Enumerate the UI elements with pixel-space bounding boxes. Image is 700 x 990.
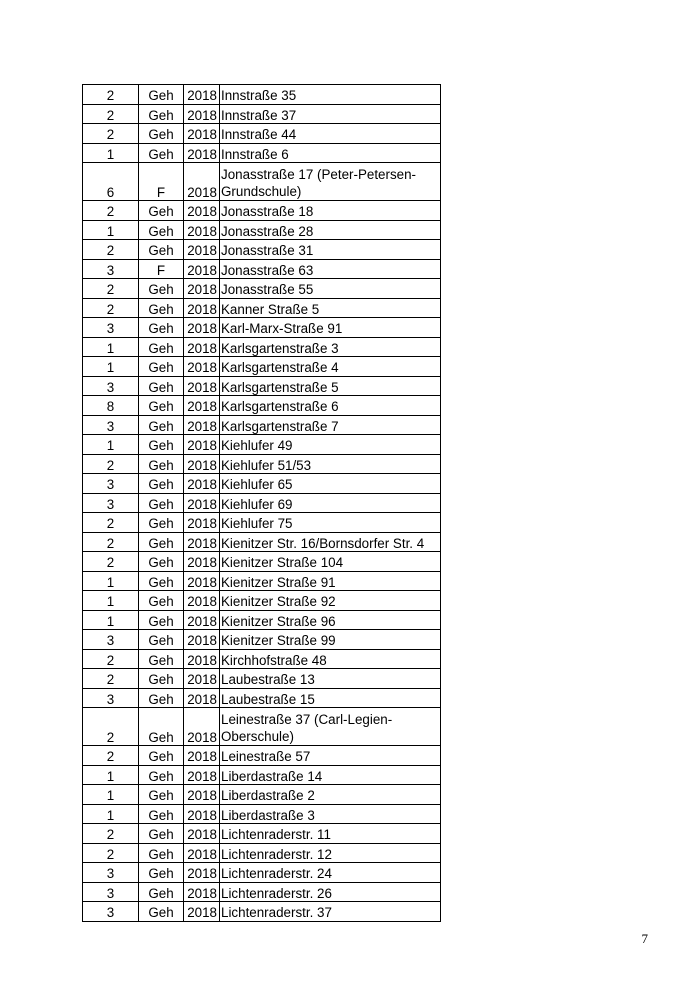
cell-type: Geh [139,396,184,416]
cell-year: 2018 [184,610,220,630]
cell-count: 1 [83,435,139,455]
cell-address: Innstraße 35 [220,85,441,105]
table-row [83,746,441,766]
cell-year: 2018 [184,454,220,474]
table-row [83,765,441,785]
cell-address: Lichtenraderstr. 11 [220,824,441,844]
cell-count: 2 [83,824,139,844]
cell-year: 2018 [184,240,220,260]
cell-count: 3 [83,630,139,650]
table-row [83,124,441,144]
cell-count: 3 [83,493,139,513]
cell-type: Geh [139,513,184,533]
cell-type: Geh [139,688,184,708]
cell-year: 2018 [184,493,220,513]
cell-type: Geh [139,298,184,318]
cell-type: Geh [139,824,184,844]
cell-type: Geh [139,882,184,902]
cell-count: 6 [83,163,139,201]
cell-count: 2 [83,298,139,318]
cell-count: 8 [83,396,139,416]
cell-type: Geh [139,552,184,572]
table-row [83,435,441,455]
cell-count: 2 [83,454,139,474]
cell-count: 1 [83,357,139,377]
cell-type: Geh [139,493,184,513]
cell-year: 2018 [184,882,220,902]
cell-address: Karlsgartenstraße 6 [220,396,441,416]
cell-year: 2018 [184,396,220,416]
cell-count: 3 [83,376,139,396]
table-row [83,669,441,689]
cell-type: Geh [139,279,184,299]
cell-year: 2018 [184,765,220,785]
cell-count: 1 [83,804,139,824]
cell-year: 2018 [184,104,220,124]
table-row [83,902,441,922]
table-row [83,804,441,824]
cell-type: Geh [139,610,184,630]
cell-address: Kienitzer Straße 99 [220,630,441,650]
table-row [83,610,441,630]
cell-year: 2018 [184,513,220,533]
cell-address: Jonasstraße 55 [220,279,441,299]
cell-count: 2 [83,104,139,124]
cell-count: 3 [83,902,139,922]
cell-type: Geh [139,804,184,824]
cell-type: Geh [139,220,184,240]
cell-address: Innstraße 37 [220,104,441,124]
cell-type: Geh [139,630,184,650]
cell-year: 2018 [184,143,220,163]
cell-count: 3 [83,688,139,708]
table-row [83,843,441,863]
cell-year: 2018 [184,532,220,552]
cell-year: 2018 [184,591,220,611]
cell-type: Geh [139,843,184,863]
cell-type: Geh [139,474,184,494]
cell-type: Geh [139,765,184,785]
cell-count: 3 [83,415,139,435]
cell-count: 3 [83,882,139,902]
table-row [83,474,441,494]
cell-address: Lichtenraderstr. 26 [220,882,441,902]
table-row [83,415,441,435]
cell-address: Innstraße 44 [220,124,441,144]
cell-year: 2018 [184,649,220,669]
cell-address: Liberdastraße 3 [220,804,441,824]
cell-address: Kienitzer Straße 91 [220,571,441,591]
cell-address: Kiehlufer 69 [220,493,441,513]
cell-address: Kienitzer Straße 104 [220,552,441,572]
cell-address: Kiehlufer 51/53 [220,454,441,474]
cell-count: 3 [83,863,139,883]
cell-type: Geh [139,863,184,883]
table-row [83,882,441,902]
cell-count: 2 [83,552,139,572]
table-row [83,785,441,805]
cell-type: Geh [139,746,184,766]
table-row [83,259,441,279]
cell-type: F [139,163,184,201]
table-row [83,396,441,416]
cell-type: F [139,259,184,279]
table-row [83,298,441,318]
cell-type: Geh [139,708,184,746]
cell-type: Geh [139,240,184,260]
cell-address: Leinestraße 37 (Carl-Legien-Oberschule) [220,708,441,746]
table-row [83,649,441,669]
cell-address: Jonasstraße 17 (Peter-Petersen-Grundschule) [220,163,441,201]
cell-year: 2018 [184,746,220,766]
cell-year: 2018 [184,708,220,746]
cell-address: Liberdastraße 2 [220,785,441,805]
table-row [83,220,441,240]
cell-address: Kirchhofstraße 48 [220,649,441,669]
cell-address: Karlsgartenstraße 7 [220,415,441,435]
cell-count: 2 [83,746,139,766]
cell-address: Karlsgartenstraße 3 [220,337,441,357]
cell-type: Geh [139,669,184,689]
cell-type: Geh [139,649,184,669]
cell-count: 2 [83,669,139,689]
table-row [83,85,441,105]
table-row [83,552,441,572]
cell-year: 2018 [184,804,220,824]
cell-count: 3 [83,474,139,494]
cell-count: 1 [83,785,139,805]
cell-count: 2 [83,201,139,221]
cell-year: 2018 [184,552,220,572]
cell-address: Liberdastraße 14 [220,765,441,785]
cell-count: 1 [83,571,139,591]
cell-address: Karlsgartenstraße 4 [220,357,441,377]
cell-address: Karlsgartenstraße 5 [220,376,441,396]
cell-address: Laubestraße 15 [220,688,441,708]
cell-year: 2018 [184,688,220,708]
cell-count: 2 [83,513,139,533]
table-row [83,143,441,163]
cell-year: 2018 [184,124,220,144]
cell-year: 2018 [184,337,220,357]
cell-address: Innstraße 6 [220,143,441,163]
cell-type: Geh [139,201,184,221]
cell-count: 2 [83,649,139,669]
cell-count: 2 [83,532,139,552]
cell-type: Geh [139,591,184,611]
cell-count: 3 [83,259,139,279]
cell-type: Geh [139,571,184,591]
cell-address: Kiehlufer 65 [220,474,441,494]
cell-count: 2 [83,843,139,863]
cell-type: Geh [139,785,184,805]
cell-year: 2018 [184,571,220,591]
cell-address: Jonasstraße 31 [220,240,441,260]
cell-address: Jonasstraße 28 [220,220,441,240]
table-row [83,591,441,611]
table-row [83,376,441,396]
cell-address: Kienitzer Straße 96 [220,610,441,630]
cell-year: 2018 [184,163,220,201]
cell-address: Kiehlufer 75 [220,513,441,533]
table-row [83,201,441,221]
cell-type: Geh [139,454,184,474]
cell-year: 2018 [184,669,220,689]
cell-count: 1 [83,337,139,357]
cell-type: Geh [139,357,184,377]
table-row [83,863,441,883]
cell-year: 2018 [184,318,220,338]
cell-count: 1 [83,765,139,785]
cell-type: Geh [139,376,184,396]
cell-type: Geh [139,337,184,357]
cell-year: 2018 [184,376,220,396]
table-row [83,708,441,746]
table-row [83,337,441,357]
cell-address: Jonasstraße 63 [220,259,441,279]
cell-type: Geh [139,532,184,552]
cell-address: Kienitzer Str. 16/Bornsdorfer Str. 4 [220,532,441,552]
cell-year: 2018 [184,259,220,279]
cell-type: Geh [139,124,184,144]
cell-type: Geh [139,318,184,338]
cell-year: 2018 [184,630,220,650]
cell-year: 2018 [184,298,220,318]
cell-type: Geh [139,85,184,105]
cell-year: 2018 [184,474,220,494]
cell-year: 2018 [184,435,220,455]
cell-count: 2 [83,240,139,260]
cell-year: 2018 [184,85,220,105]
table-row [83,571,441,591]
cell-year: 2018 [184,220,220,240]
cell-address: Lichtenraderstr. 12 [220,843,441,863]
page-number: 7 [641,931,648,946]
table-row [83,824,441,844]
table-row [83,493,441,513]
table-row [83,688,441,708]
cell-year: 2018 [184,415,220,435]
cell-address: Lichtenraderstr. 24 [220,863,441,883]
cell-count: 2 [83,124,139,144]
cell-year: 2018 [184,357,220,377]
cell-address: Laubestraße 13 [220,669,441,689]
cell-type: Geh [139,104,184,124]
cell-year: 2018 [184,201,220,221]
table-row [83,630,441,650]
table-row [83,513,441,533]
cell-count: 1 [83,610,139,630]
cell-address: Kienitzer Straße 92 [220,591,441,611]
cell-address: Kiehlufer 49 [220,435,441,455]
cell-address: Leinestraße 57 [220,746,441,766]
table-row [83,357,441,377]
cell-address: Kanner Straße 5 [220,298,441,318]
cell-count: 2 [83,708,139,746]
cell-address: Lichtenraderstr. 37 [220,902,441,922]
cell-year: 2018 [184,902,220,922]
cell-count: 3 [83,318,139,338]
table-row [83,240,441,260]
cell-year: 2018 [184,824,220,844]
cell-year: 2018 [184,863,220,883]
cell-count: 1 [83,220,139,240]
cell-address: Jonasstraße 18 [220,201,441,221]
cell-count: 1 [83,591,139,611]
cell-type: Geh [139,902,184,922]
cell-type: Geh [139,435,184,455]
table-row [83,279,441,299]
cell-year: 2018 [184,843,220,863]
cell-type: Geh [139,143,184,163]
table-row [83,318,441,338]
table-row [83,454,441,474]
cell-type: Geh [139,415,184,435]
cell-count: 1 [83,143,139,163]
cell-count: 2 [83,85,139,105]
table-row [83,104,441,124]
cell-address: Karl-Marx-Straße 91 [220,318,441,338]
cell-year: 2018 [184,785,220,805]
cell-year: 2018 [184,279,220,299]
table-body [83,85,441,922]
data-table [82,84,441,922]
cell-count: 2 [83,279,139,299]
table-row [83,163,441,201]
table-row [83,532,441,552]
